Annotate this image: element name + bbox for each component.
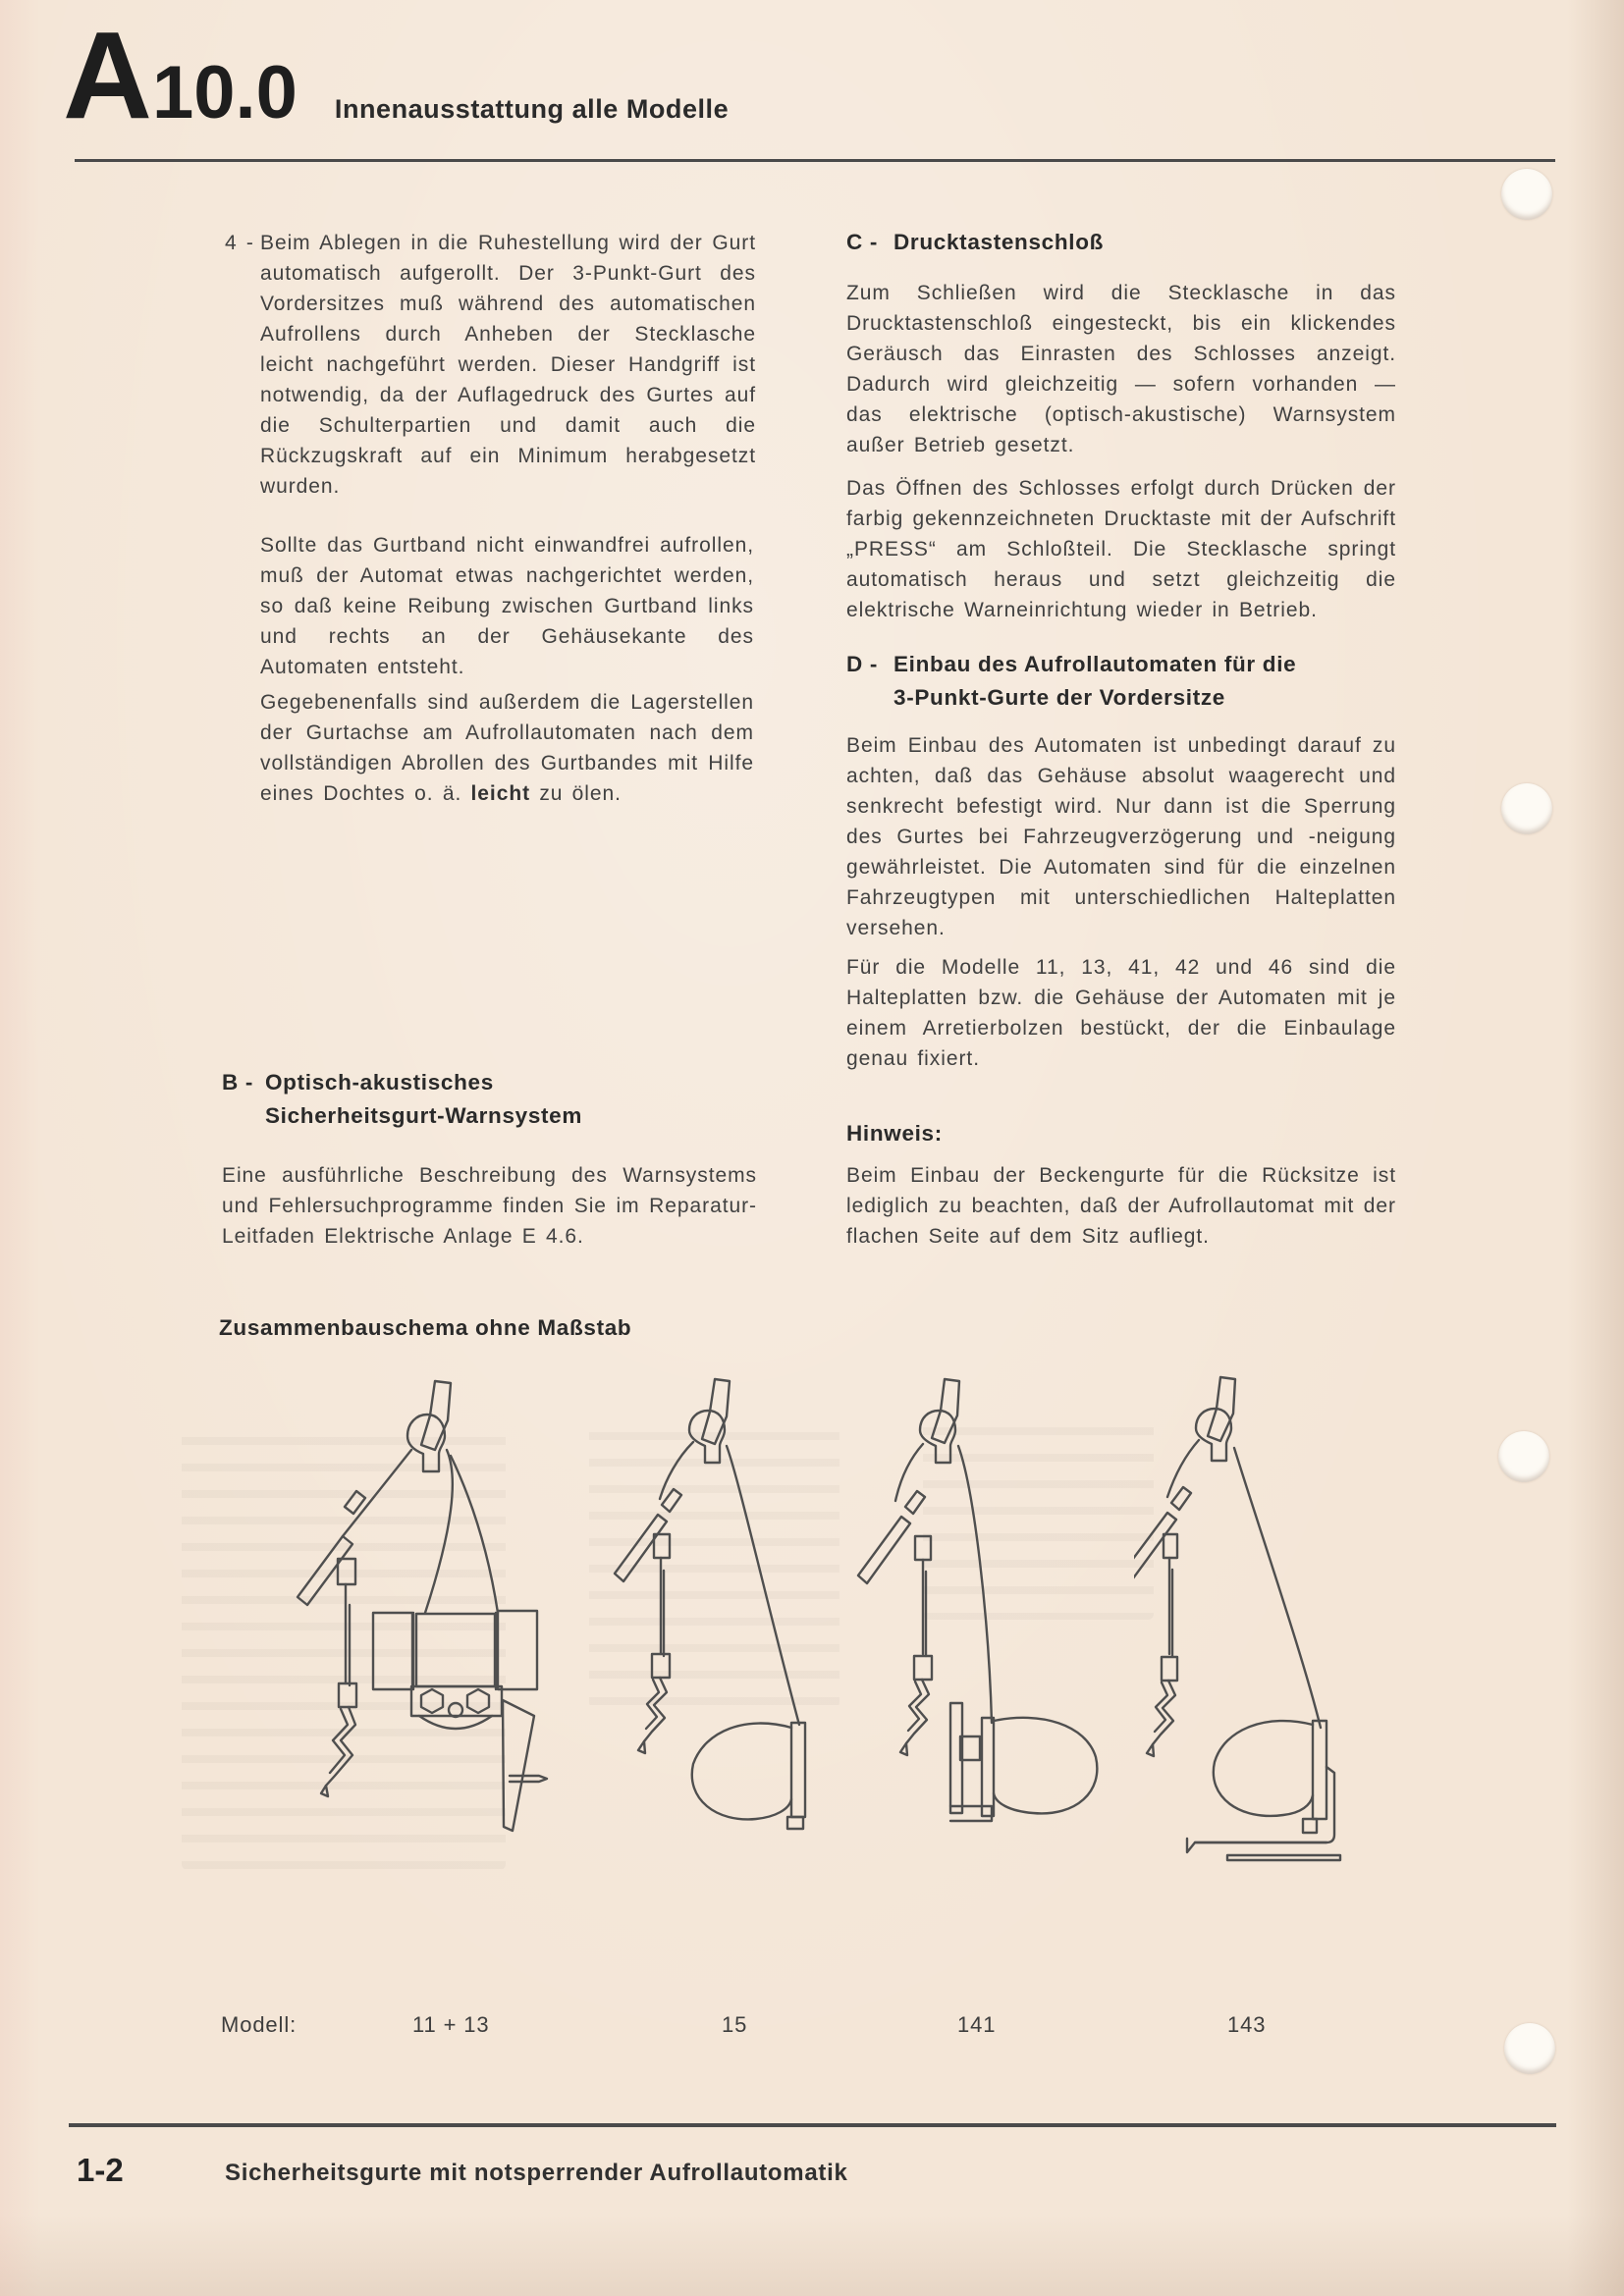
- belt-hook: [638, 1678, 667, 1753]
- schema-heading: Zusammenbauschema ohne Maßstab: [219, 1315, 632, 1340]
- section-d-title: [893, 648, 1399, 715]
- section-b-title: [265, 1066, 757, 1133]
- paragraph-lagerstellen: [260, 687, 754, 809]
- section-d-title-line2: 3-Punkt-Gurte der Vordersitze: [893, 685, 1225, 710]
- punch-hole: [1501, 169, 1552, 220]
- list-item-text: Beim Ablegen in die Ruhestellung wird der Gurt automatisch aufgerollt. Der 3-Punkt-Gurt des Vordersitzes muß während des automatischen Aufrollens durch Anheben der Stecklasche leicht nachgeführt werden. Dieser Handgriff ist notwendig, da der Auflagedruck des Gurtes auf die Schulterpartien und damit auch die Rückzugskraft auf ein Minimum herabgesetzt wurden.: [260, 232, 756, 498]
- section-c-heading: [846, 226, 1399, 259]
- punch-hole: [1498, 1431, 1549, 1482]
- section-d-heading: [846, 648, 1399, 715]
- buckle-tongue: [1134, 1487, 1191, 1681]
- buckle-tongue: [615, 1489, 681, 1678]
- model-label-141: 141: [957, 2012, 997, 2037]
- paragraph-einbau: Beim Einbau des Automaten ist unbedingt darauf zu achten, daß das Gehäuse absolut waagerecht und senkrecht befestigt wird. Nur dann ist die Sperrung des Gurtes bei Fahrzeugverzögerung und -neigung gewährleistet. Die Automaten sind für die einzelnen Fahrzeugtypen mit unterschiedlichen Halteplatten versehen.: [846, 734, 1396, 939]
- section-c-title: Drucktastenschloß: [893, 230, 1105, 254]
- shoulder-belt: [660, 1442, 799, 1725]
- shoulder-belt: [1167, 1440, 1321, 1728]
- paragraph-modelle: Für die Modelle 11, 13, 41, 42 und 46 sind die Halteplatten bzw. die Gehäuse der Automaten mit je einem Arretierbolzen bestückt, der die Einbaulage genau fixiert.: [846, 956, 1396, 1070]
- models-row-label: Modell:: [221, 2012, 298, 2037]
- section-letter: A: [63, 6, 150, 144]
- footer-title: Sicherheitsgurte mit notsperrender Aufrollautomatik: [225, 2160, 848, 2186]
- page-number: 1-2: [77, 2152, 124, 2188]
- diagram-model-15: [579, 1360, 874, 1988]
- retractor-housing: [692, 1723, 805, 1829]
- diagram-model-143: [1134, 1360, 1468, 1988]
- header-divider: [75, 159, 1555, 162]
- punch-hole: [1504, 2023, 1555, 2074]
- section-number: 10.0: [152, 51, 298, 134]
- section-b-heading: [222, 1066, 757, 1133]
- buckle-tongue: [298, 1491, 365, 1707]
- belt-hook: [900, 1680, 929, 1755]
- section-b-title-line1: Optisch-akustisches: [265, 1070, 494, 1095]
- model-label-143: 143: [1227, 2012, 1267, 2037]
- diagram-model-141: [844, 1360, 1168, 1988]
- retractor-housing: [982, 1718, 1097, 1816]
- paragraph-gurtband: Sollte das Gurtband nicht einwandfrei aufrollen, muß der Automat etwas nachgerichtet werden, so daß keine Reibung zwischen Gurtband links und rechts an der Gehäusekante des Automaten entsteht.: [260, 534, 754, 678]
- paragraph-schliessen: Zum Schließen wird die Stecklasche in das Drucktastenschloß eingesteckt, bis ein klickendes Geräusch das Einrasten des Schlosses anzeigt. Dadurch wird gleichzeitig — sofern vorhanden — das elektrische (optisch-akustische) Warnsystem außer Betrieb gesetzt.: [846, 282, 1396, 456]
- section-b-label: B -: [222, 1070, 254, 1095]
- hinweis-label: Hinweis:: [846, 1121, 943, 1146]
- list-item-number: 4 -: [225, 232, 254, 254]
- belt-hook: [321, 1707, 355, 1796]
- mounting-bracket: [950, 1703, 992, 1821]
- belt-hook: [1147, 1681, 1175, 1756]
- diagram-model-11-13: [172, 1360, 584, 1978]
- floor-bracket: [1187, 1767, 1340, 1860]
- retractor-housing: [373, 1611, 537, 1729]
- emphasized-word: leicht: [470, 782, 531, 805]
- paragraph-part: Gegebenenfalls sind außerdem die Lagerstellen der Gurtachse am Aufrollautomaten nach dem vollständigen Abrollen des Gurtbandes mit Hilfe eines Dochtes o. ä.: [260, 691, 754, 805]
- list-item-4: [225, 228, 756, 502]
- section-c-label: C -: [846, 230, 879, 254]
- paragraph-hinweis: Beim Einbau der Beckengurte für die Rücksitze ist lediglich zu beachten, daß der Aufrollautomat mit der flachen Seite auf dem Sitz aufliegt.: [846, 1164, 1396, 1248]
- paragraph-warnsystem: Eine ausführliche Beschreibung des Warnsystems und Fehlersuchprogramme finden Sie im Reparatur-Leitfaden Elektrische Anlage E 4.6.: [222, 1164, 757, 1248]
- page-header: [63, 6, 730, 144]
- top-anchor: [689, 1379, 730, 1463]
- footer-divider: [69, 2123, 1556, 2127]
- top-anchor: [920, 1379, 959, 1463]
- page-title: Innenausstattung alle Modelle: [334, 94, 730, 124]
- paragraph-part: zu ölen.: [530, 782, 622, 805]
- top-anchor: [1196, 1377, 1235, 1461]
- section-d-title-line1: Einbau des Aufrollautomaten für die: [893, 652, 1297, 676]
- punch-hole: [1501, 783, 1552, 834]
- mounting-bracket: [503, 1700, 547, 1831]
- model-label-11-13: 11 + 13: [412, 2012, 490, 2037]
- section-b-title-line2: Sicherheitsgurt-Warnsystem: [265, 1103, 583, 1128]
- model-label-15: 15: [722, 2012, 748, 2037]
- retractor-housing: [1214, 1721, 1326, 1833]
- buckle-tongue: [858, 1491, 932, 1680]
- shoulder-belt: [895, 1444, 992, 1723]
- paragraph-oeffnen: Das Öffnen des Schlosses erfolgt durch Drücken der farbig gekennzeichneten Drucktaste mit der Aufschrift „PRESS“ am Schloßteil. Die Stecklasche springt automatisch heraus und setzt gleichzeitig die elektrische Warneinrichtung wieder in Betrieb.: [846, 477, 1396, 621]
- top-anchor: [407, 1381, 451, 1471]
- shoulder-belt: [343, 1450, 498, 1613]
- section-d-label: D -: [846, 652, 879, 676]
